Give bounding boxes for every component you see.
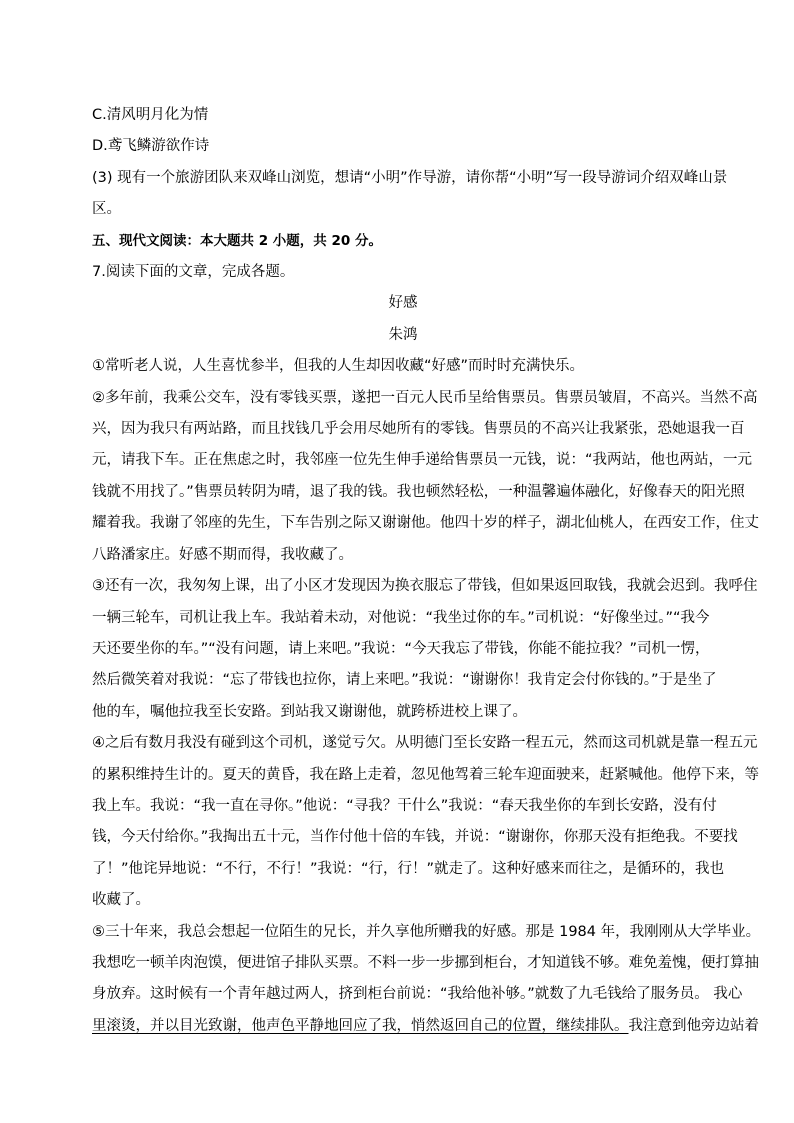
paragraph-line: ②多年前，我乘公交车，没有零钱买票，遂把一百元人民币呈给售票员。售票员皱眉，不高兴。当然不高 <box>92 389 758 406</box>
paragraph-4 <box>92 728 759 916</box>
paragraph-line: 钱就不用找了。”售票员转阴为晴，退了我的钱。我也顿然轻松，一种温馨遍体融化，好像春天的阳光照 <box>92 483 745 500</box>
paragraph-line: 八路潘家庄。好感不期而得，我收藏了。 <box>92 546 353 563</box>
paragraph-line: 天还要坐你的车。”“没有问题，请上来吧。”我说：“今天我忘了带钱，你能不能拉我？”司机一愣， <box>92 640 710 657</box>
paragraph-line: 收藏了。 <box>92 892 150 909</box>
paragraph-line: ⑤三十年来，我总会想起一位陌生的兄长，并久享他所赠我的好感。那是 1984 年，我刚刚从大学毕业。 <box>92 923 761 940</box>
paragraph-line: 然后微笑着对我说：“忘了带钱也拉你，请上来吧。”我说：“谢谢你！我肯定会付你钱的。”于是坐了 <box>92 672 717 689</box>
paragraph-line: 的累积维持生计的。夏天的黄昏，我在路上走着，忽见他驾着三轮车迎面驶来，赶紧喊他。他停下来，等 <box>92 766 759 783</box>
paragraph-line: 我上车。我说：“我一直在寻你。”他说：“寻我？干什么”我说：“春天我坐你的车到长安路，没有付 <box>92 797 717 814</box>
paragraph-5 <box>92 917 761 1043</box>
paragraph-line: 元，请我下车。正在焦虑之时，我邻座一位先生伸手递给售票员一元钱，说：“我两站，他也两站，一元 <box>92 452 753 469</box>
option-d: D.鸢飞鳞游欲作诗 <box>92 138 210 155</box>
paragraph-line: ③还有一次，我匆匆上课，出了小区才发现因为换衣服忘了带钱，但如果返回取钱，我就会迟到。我呼住 <box>92 578 758 595</box>
paragraph-2 <box>92 383 759 571</box>
paragraph-line: 一辆三轮车，司机让我上车。我站着未动，对他说：“我坐过你的车。”司机说：“好像坐过。”“我今 <box>92 609 710 626</box>
paragraph-line: ④之后有数月我没有碰到这个司机，遂觉亏欠。从明德门至长安路一程五元，然而这司机就是靠一程五元 <box>92 735 758 752</box>
article-title: 好感 <box>388 295 418 312</box>
paragraph-line: 我想吃一顿羊肉泡馍，便进馆子排队买票。不料一步一步挪到柜台，才知道钱不够。难免羞愧，便打算抽 <box>92 954 759 971</box>
paragraph-line: 他的车，嘱他拉我至长安路。到站我又谢谢他，就跨桥进校上课了。 <box>92 703 527 720</box>
option-c: C.清风明月化为情 <box>92 107 209 123</box>
section-5-heading: 五、现代文阅读：本大题共 2 小题，共 20 分。 <box>92 232 382 249</box>
paragraph-line: ①常听老人说，人生喜忧参半，但我的人生却因收藏“好感”而时时充满快乐。 <box>92 358 585 375</box>
trailing-text: 我注意到他旁边站着 <box>628 1017 759 1034</box>
question-7-prompt: 7.阅读下面的文章，完成各题。 <box>92 264 295 281</box>
paragraph-line: 钱，今天付给你。”我掏出五十元，当作付他十倍的车钱，并说：“谢谢你，你那天没有拒绝我。不要找 <box>92 829 738 846</box>
paragraph-1 <box>92 351 714 382</box>
underlined-sentence: 里滚烫，并以目光致谢，他声色平静地回应了我，悄然返回自己的位置，继续排队。 <box>92 1017 629 1034</box>
paragraph-line: 了！”他诧异地说：“不行，不行！”我说：“行，行！”就走了。这种好感来而往之，是循环的，我也 <box>92 860 725 877</box>
paragraph-line: 耀着我。我谢了邻座的先生，下车告别之际又谢谢他。他四十岁的样子，湖北仙桃人，在西安工作，住丈 <box>92 515 759 532</box>
paragraph-line: 身放弃。这时候有一个青年越过两人，挤到柜台前说：“我给他补够。”就数了九毛钱给了服务员。 我心 <box>92 986 743 1003</box>
article-author: 朱鸿 <box>388 326 418 343</box>
paragraph-line: 兴，因为我只有两站路，而且找钱几乎会用尽她所有的零钱。售票员的不高兴让我紧张，恐她退我一百 <box>92 421 745 438</box>
question-3-line-2: 区。 <box>92 201 121 218</box>
question-3-line-1: (3) 现有一个旅游团队来双峰山浏览，想请“小明”作导游，请你帮“小明”写一段导游词介绍双峰山景 <box>92 169 728 186</box>
paragraph-3 <box>92 571 758 728</box>
paragraph-line-last <box>92 1011 759 1042</box>
